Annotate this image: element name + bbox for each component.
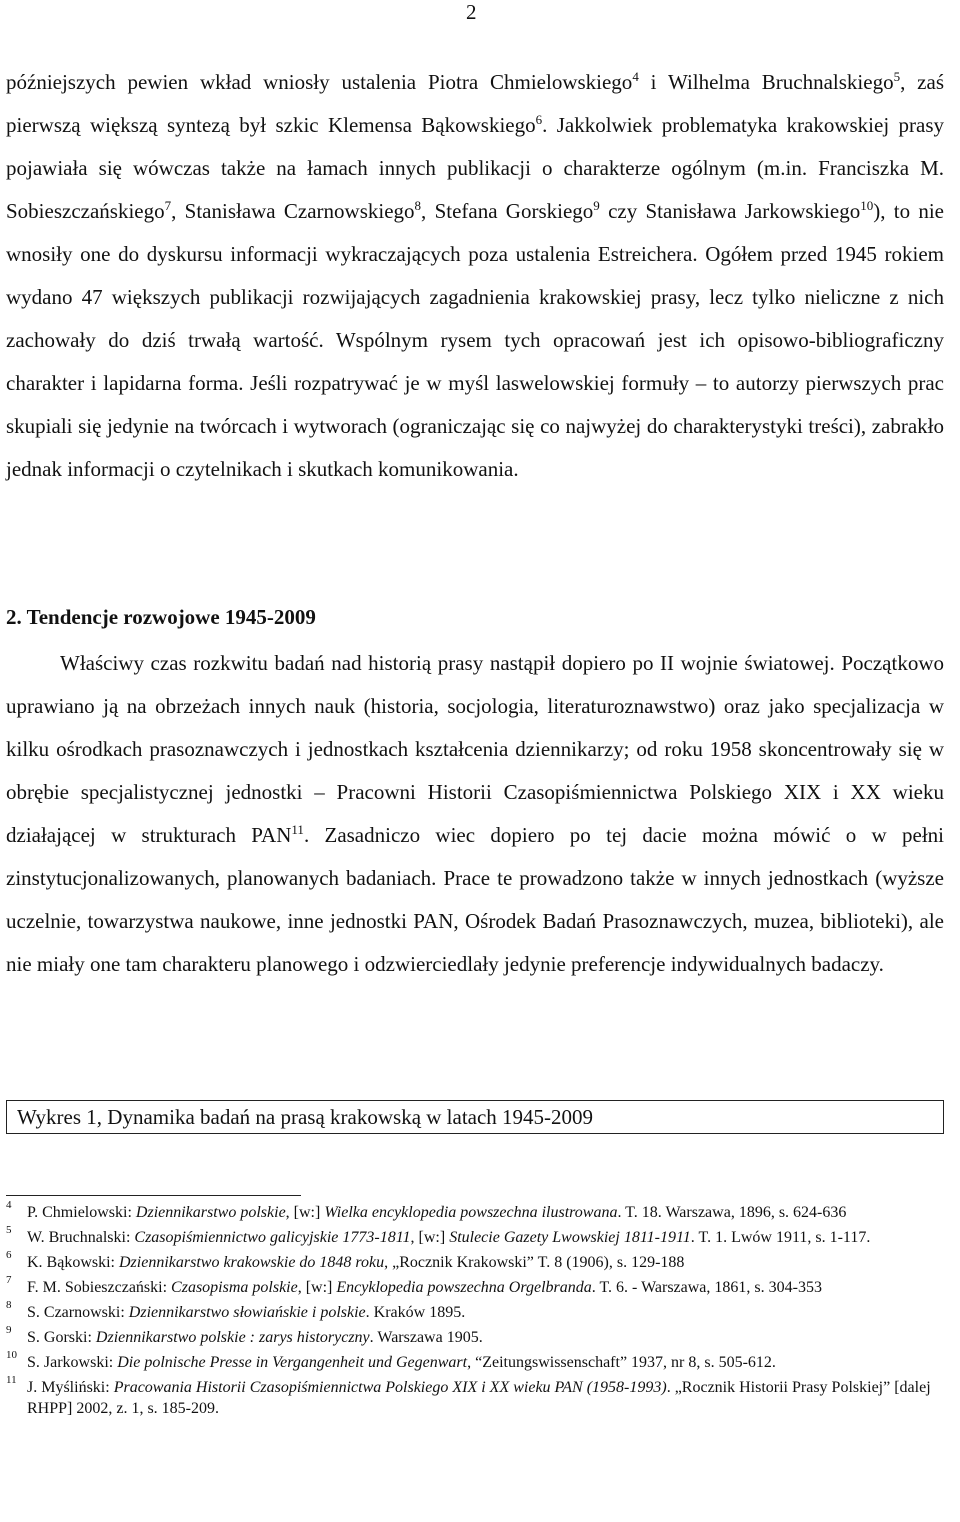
paragraph-text: Właściwy czas rozkwitu badań nad historią prasy nastąpił dopiero po II wojnie światowej. Początkowo uprawiano ją na obrzeżach innych nauk (historia, socjologia, literaturoznawstwo) oraz jako specjalizacja w kilku ośrodkach prasoznawczych i jednostkach kształcenia dziennikarzy; od roku 1958 skoncentrowały się w obrębie specjalistycznej jednostki ‒ Pracowni Historii Czasopiśmiennictwa Polskiego XIX i XX wieku działającej w strukturach PAN	[6, 651, 944, 847]
footnote-text: , [w:]	[410, 1229, 450, 1246]
figure-caption: Wykres 1, Dynamika badań na prasą krakowską w latach 1945-2009	[6, 1100, 944, 1134]
footnote-title: Dziennikarstwo polskie : zarys historyczny	[95, 1329, 370, 1346]
footnote-text: . Warszawa 1905.	[369, 1329, 483, 1346]
paragraph-text: ), to nie wnosiły one do dyskursu informacji wykraczających poza ustalenia Estreichera. Ogółem przed 1945 rokiem wydano 47 większych publikacji rozwijających zagadnienia krakowskiej prasy, lecz tylko nieliczne z nich zachowały do dziś trwałą wartość. Wspólnym rysem tych opracowań jest ich opisowo-bibliograficzny charakter i lapidarna forma. Jeśli rozpatrywać je w myśl laswelowskiej formuły ‒ to autorzy pierwszych prac skupiali się jedynie na twórcach i wytworach (ograniczając się co najwyżej do charakterystyki treści), zabrakło jednak informacji o czytelnikach i skutkach komunikowania.	[6, 199, 944, 481]
footnote-text: S. Gorski:	[27, 1329, 96, 1346]
footnote-text: . „Rocznik Historii Prasy Polskiej” [dalej RHPP] 2002, z. 1, s. 185-209.	[27, 1379, 931, 1417]
footnote-text: J. Myśliński:	[27, 1379, 114, 1396]
footnote-title: Encyklopedia powszechna Orgelbranda	[336, 1279, 592, 1296]
footnote-number: 4	[6, 1199, 12, 1211]
footnote-number: 5	[6, 1224, 12, 1236]
footnote-item	[6, 1374, 946, 1419]
footnote-text: . T. 18. Warszawa, 1896, s. 624-636	[617, 1204, 847, 1221]
footnote-number: 10	[6, 1349, 17, 1361]
footnote-title: Stulecie Gazety Lwowskiej 1811-1911	[449, 1229, 691, 1246]
footnote-ref-6[interactable]: 6	[535, 112, 543, 127]
paragraph-text: późniejszych pewien wkład wniosły ustalenia Piotra Chmielowskiego	[6, 70, 633, 94]
paragraph-text: , Stefana Gorskiego	[421, 199, 594, 223]
page-number: 2	[466, 0, 477, 24]
footnote-item	[6, 1324, 946, 1349]
footnote-title: Wielka encyklopedia powszechna ilustrowana	[324, 1204, 618, 1221]
body-paragraph-1	[6, 61, 944, 491]
footnote-text: S. Czarnowski:	[27, 1304, 129, 1321]
footnote-text: , [w:]	[297, 1279, 337, 1296]
footnote-title: Die polnische Presse in Vergangenheit und Gegenwart	[117, 1354, 468, 1371]
paragraph-text: . Zasadniczo wiec dopiero po tej dacie można mówić o w pełni zinstytucjonalizowanych, planowanych badaniach. Prace te prowadzono także w innych jednostkach (wyższe uczelnie, towarzystwa naukowe, inne jednostki PAN, Ośrodek Badań Prasoznawczych, muzea, biblioteki), ale nie miały one tam charakteru planowego i odzwierciedlały jedynie preferencje indywidualnych badaczy.	[6, 823, 945, 976]
footnote-text: K. Bąkowski:	[27, 1254, 119, 1271]
footnote-text: , „Rocznik Krakowski” T. 8 (1906), s. 129-188	[384, 1254, 685, 1271]
footnote-title: Czasopisma polskie	[171, 1279, 298, 1296]
section-heading: 2. Tendencje rozwojowe 1945-2009	[6, 605, 316, 629]
paragraph-text: czy Stanisława Jarkowskiego	[599, 199, 861, 223]
footnote-number: 6	[6, 1249, 12, 1261]
paragraph-text: . Jakkolwiek problematyka krakowskiej prasy pojawiała się wówczas także na łamach innych publikacji o charakterze ogólnym (m.in. Franciszka M. Sobieszczańskiego	[6, 113, 944, 223]
footnote-item	[6, 1224, 946, 1249]
footnote-ref-9[interactable]: 9	[593, 198, 600, 213]
footnote-ref-7[interactable]: 7	[164, 198, 172, 213]
footnote-title: Dziennikarstwo słowiańskie i polskie	[128, 1304, 366, 1321]
paragraph-text: i Wilhelma Bruchnalskiego	[638, 70, 894, 94]
footnote-number: 8	[6, 1299, 12, 1311]
footnote-title: Czasopiśmiennictwo galicyjskie 1773-1811	[134, 1229, 411, 1246]
footnote-title: Dziennikarstwo polskie	[135, 1204, 286, 1221]
footnotes-list	[6, 1199, 946, 1424]
footnote-ref-10[interactable]: 10	[860, 198, 874, 213]
footnote-title: Dziennikarstwo krakowskie do 1848 roku	[119, 1254, 385, 1271]
footnote-item	[6, 1299, 946, 1324]
body-paragraph-2	[6, 642, 944, 986]
paragraph-text: , Stanisława Czarnowskiego	[171, 199, 415, 223]
footnote-text: , “Zeitungswissenschaft” 1937, nr 8, s. 505-612.	[467, 1354, 776, 1371]
footnote-number: 7	[6, 1274, 12, 1286]
footnote-item	[6, 1349, 946, 1374]
footnote-item	[6, 1199, 946, 1224]
footnote-text: P. Chmielowski:	[27, 1204, 136, 1221]
footnote-text: . T. 6. - Warszawa, 1861, s. 304-353	[591, 1279, 822, 1296]
footnote-number: 9	[6, 1324, 12, 1336]
footnote-item	[6, 1274, 946, 1299]
footnote-text: W. Bruchnalski:	[27, 1229, 135, 1246]
footnote-divider	[6, 1195, 301, 1196]
paragraph-text: , zaś pierwszą większą syntezą był szkic Klemensa Bąkowskiego	[6, 70, 944, 137]
footnote-item	[6, 1249, 946, 1274]
footnote-text: . Kraków 1895.	[365, 1304, 466, 1321]
footnote-text: F. M. Sobieszczański:	[27, 1279, 172, 1296]
footnote-text: S. Jarkowski:	[27, 1354, 118, 1371]
footnote-ref-8[interactable]: 8	[414, 198, 422, 213]
footnote-text: . T. 1. Lwów 1911, s. 1-117.	[690, 1229, 871, 1246]
footnote-ref-11[interactable]: 11	[291, 822, 304, 837]
footnote-title: Pracowania Historii Czasopiśmiennictwa Polskiego XIX i XX wieku PAN (1958-1993)	[113, 1379, 667, 1396]
footnote-ref-4[interactable]: 4	[632, 69, 639, 84]
footnote-text: , [w:]	[285, 1204, 325, 1221]
footnote-ref-5[interactable]: 5	[893, 69, 901, 84]
footnote-number: 11	[6, 1374, 17, 1386]
